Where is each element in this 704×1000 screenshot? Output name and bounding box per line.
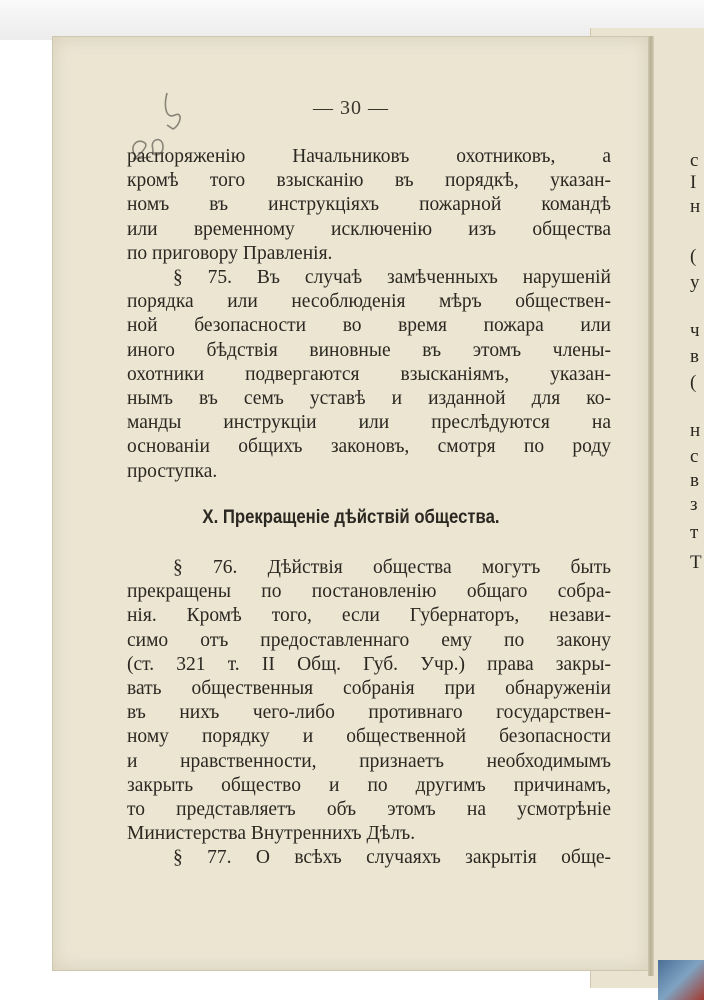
fragment-glyph: з <box>690 494 698 515</box>
fragment-glyph: ( <box>690 246 697 267</box>
fragment-glyph: в <box>690 346 699 367</box>
text-line: § 76. Дѣйствія общества могутъ быть <box>173 557 611 578</box>
text-line: кромѣ того взысканію въ порядкѣ, указан- <box>127 170 611 192</box>
text-line: или временному исключенію изъ общества <box>127 218 611 240</box>
fragment-glyph: с <box>690 150 699 171</box>
paragraph-76 <box>127 556 611 846</box>
text-line: Министерства Внутреннихъ Дѣлъ. <box>127 823 416 845</box>
fragment-glyph: I <box>690 172 697 193</box>
text-line: номъ въ инструкціяхъ пожарной командѣ <box>127 194 611 216</box>
text-line: манды инструкціи или преслѣдуются на <box>127 412 611 434</box>
book-page <box>52 36 650 971</box>
text-line: проступка. <box>127 460 218 482</box>
text-line: ной безопасности во время пожара или <box>127 315 611 337</box>
cover-edge <box>658 960 704 1000</box>
text-line: то представляетъ объ этомъ на усмотрѣніе <box>127 798 611 820</box>
fragment-glyph: ( <box>690 372 697 393</box>
text-line: § 75. Въ случаѣ замѣченныхъ нарушеній <box>173 267 611 288</box>
section-heading: X. Прекращеніе дѣйствій общества. <box>202 507 500 528</box>
text-line: прекращены по постановленію общаго собра- <box>127 581 611 603</box>
text-line: по приговору Правленія. <box>127 242 333 264</box>
text-line: нымъ въ семъ уставѣ и изданной для ко- <box>127 387 611 409</box>
book-gutter <box>648 36 654 976</box>
fragment-glyph: н <box>690 196 701 217</box>
text-line: ному порядку и общественной безопасности <box>127 726 611 748</box>
text-line: вать общественныя собранія при обнаруженіи <box>127 677 611 699</box>
text-line: § 77. О всѣхъ случаяхъ закрытія обще- <box>173 847 611 868</box>
fragment-glyph: с <box>690 446 699 467</box>
text-line: охотники подвергаются взысканіямъ, указан- <box>127 363 611 385</box>
page-number: — 30 — <box>313 97 389 119</box>
paragraph-77 <box>127 846 611 870</box>
text-line: симо отъ предоставленнаго ему по закону <box>127 629 611 651</box>
text-line: (ст. 321 т. II Общ. Губ. Учр.) права закры- <box>127 653 611 675</box>
paragraph-75 <box>127 266 611 484</box>
text-line: нія. Кромѣ того, если Губернаторъ, незави- <box>127 605 611 627</box>
fragment-glyph: Т <box>690 552 702 573</box>
text-line: иного бѣдствія виновные въ этомъ члены- <box>127 339 611 361</box>
fragment-glyph: н <box>690 420 701 441</box>
text-line: въ нихъ чего-либо противнаго государствен- <box>127 702 611 724</box>
text-line: основаніи общихъ законовъ, смотря по роду <box>127 436 611 458</box>
fragment-glyph: т <box>690 522 699 543</box>
fragment-glyph: в <box>690 470 699 491</box>
fragment-glyph: у <box>690 272 700 293</box>
text-line: порядка или несоблюденія мѣръ обществен- <box>127 291 611 313</box>
text-line: закрыть общество и по другимъ причинамъ, <box>127 774 611 796</box>
text-line: распоряженію Начальниковъ охотниковъ, а <box>127 146 611 167</box>
fragment-glyph: ч <box>690 320 700 341</box>
text-line: и нравственности, признаетъ необходимымъ <box>127 750 611 772</box>
paragraph-continuation <box>127 145 611 266</box>
